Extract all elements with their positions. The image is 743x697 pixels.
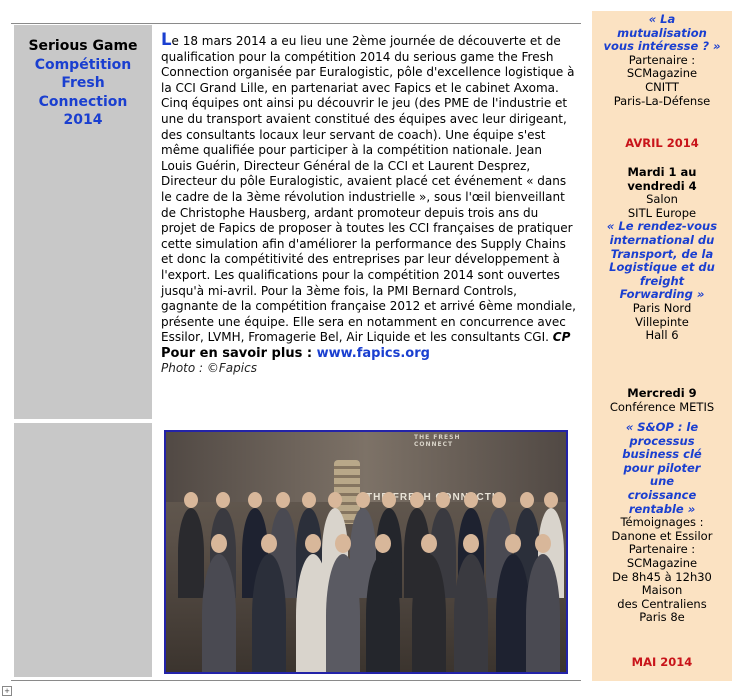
event2-place-2: Villepinte [635, 314, 689, 329]
photo-person-head [305, 534, 321, 553]
event3-partner-label: Partenaire : [628, 542, 696, 557]
more-info-label: Pour en savoir plus : [161, 345, 313, 361]
event-metis [592, 387, 732, 414]
heading-line-1: Serious Game [28, 38, 138, 54]
event3-testimony-label: Témoignages : [620, 515, 704, 530]
photo-person [412, 554, 446, 674]
photo-person-head [276, 492, 290, 508]
expand-icon[interactable]: + [2, 686, 12, 696]
photo-person-head [382, 492, 396, 508]
event1-partner-label: Partenaire : [628, 52, 696, 67]
event2-name: SITL Europe [627, 205, 697, 220]
event1-partner: SCMagazine [626, 66, 698, 81]
photo-person-head [216, 492, 230, 508]
event-mutualisation [592, 13, 732, 108]
photo-banner: THE FRESH CONNECT [414, 434, 461, 448]
event3-testimony: Danone et Essilor [611, 528, 713, 543]
top-rule [11, 23, 581, 24]
photo-side-cell [14, 423, 152, 677]
event3-name: Conférence METIS [609, 399, 715, 414]
heading-line-2: Compétition [34, 56, 132, 73]
heading-line-4: Connection [38, 93, 128, 110]
photo-person-head [505, 534, 521, 553]
event3-date: Mercredi 9 [627, 386, 697, 400]
photo-person-head [356, 492, 370, 508]
event2-date: Mardi 1 au vendredi 4 [627, 165, 697, 193]
photo-person-head [328, 492, 342, 508]
event1-place-2: Paris-La-Défense [613, 93, 711, 108]
photo-person [202, 554, 236, 674]
month-may: MAI 2014 [631, 655, 693, 669]
events-sidebar [592, 11, 732, 681]
photo-person-head [520, 492, 534, 508]
article-heading [14, 25, 152, 130]
event1-place-1: CNITT [645, 79, 679, 94]
month-april: AVRIL 2014 [625, 136, 699, 150]
event3-time: De 8h45 à 12h30 [612, 569, 712, 584]
event1-title[interactable]: « La mutualisation vous intéresse ? » [603, 12, 721, 54]
heading-line-3: Fresh [61, 75, 105, 91]
event3-place-3: Paris 8e [639, 610, 685, 625]
photo-person-head [535, 534, 551, 553]
photo-person-head [544, 492, 558, 508]
event2-place-1: Paris Nord [632, 300, 692, 315]
event-sitl [592, 166, 732, 343]
photo-person [296, 554, 330, 674]
photo-person [526, 554, 560, 674]
group-photo [164, 430, 568, 674]
photo-person [178, 508, 204, 598]
article-body [161, 32, 576, 377]
photo-person-head [464, 492, 478, 508]
event3-place-2: des Centraliens [617, 596, 707, 611]
photo-person [454, 554, 488, 674]
photo-person-head [211, 534, 227, 553]
photo-person [326, 554, 360, 674]
photo-person [252, 554, 286, 674]
event3-partner: SCMagazine [626, 555, 698, 570]
photo-person-head [184, 492, 198, 508]
photo-person-head [375, 534, 391, 553]
article-text: e 18 mars 2014 a eu lieu une 2ème journée de découverte et de qualification pour la compétition 2014 du serious game the Fresh Connection organisée par Euralogistic, pôle d'excellence logistique à la CCI Grand Lille, en partenariat avec Fapics et le cabinet Axoma. Cinq équipes ont ainsi pu découvrir le jeu (des PME de l'industrie et une du transport avaient constitué des équipes avec leur dirigeant, des consultants locaux leur servant de coach). Une équipe s'est même qualifiée pour participer à la compétition nationale. Jean Louis Guérin, Directeur Général de la CCI et Laurent Desprez, Directeur du pôle Euralogistic, avaient placé cet événement « dans le cadre de la 3ème révolution industrielle », sous l'œil bienveillant de Christophe Hausberg, ardant promoteur depuis trois ans du projet de Fapics de proposer à toutes les CCI françaises de pratiquer cette simulation afin d'améliorer la performance des Supply Chains et donc la compétitivité des entreprises par leur développement à l'export. Les qualifications pour la compétition 2014 sont ouvertes jusqu'à mi-avril. Pour la 3ème fois, la PMI Bernard Controls, gagnante de la compétition française 2012 et arrivé 6ème mondiale, présente une équipe. Elle sera en notamment en concurrence avec Essilor, LVMH, Fromagerie Bel, Air Liquide et les consultants CGI. [161, 34, 576, 345]
article-heading-cell [14, 25, 152, 419]
photo-person-head [248, 492, 262, 508]
bottom-rule [11, 680, 581, 681]
event2-place-3: Hall 6 [645, 328, 679, 343]
event2-type: Salon [646, 192, 678, 207]
photo-person-head [410, 492, 424, 508]
photo-person-head [463, 534, 479, 553]
event2-title[interactable]: « Le rendez-vous international du Transport, de la Logistique et du freight Forwarding » [606, 219, 718, 302]
event-sop [592, 421, 732, 625]
more-info [161, 346, 430, 361]
event3-place-1: Maison [641, 583, 683, 598]
photo-person-head [335, 534, 351, 553]
event3-title[interactable]: « S&OP : le processus business clé pour piloter une croissance rentable » [622, 420, 702, 516]
heading-line-5: 2014 [63, 112, 103, 128]
photo-person-head [421, 534, 437, 553]
photo-person [496, 554, 530, 674]
fapics-link[interactable]: www.fapics.org [316, 345, 430, 361]
photo-credit: Photo : ©Fapics [161, 361, 257, 376]
drop-cap: L [161, 30, 172, 49]
photo-person-head [492, 492, 506, 508]
photo-person-head [436, 492, 450, 508]
photo-person [366, 554, 400, 674]
photo-person-head [261, 534, 277, 553]
photo-person-head [302, 492, 316, 508]
photo-screen-text: THE [366, 492, 389, 503]
article-signature: CP [552, 330, 571, 345]
